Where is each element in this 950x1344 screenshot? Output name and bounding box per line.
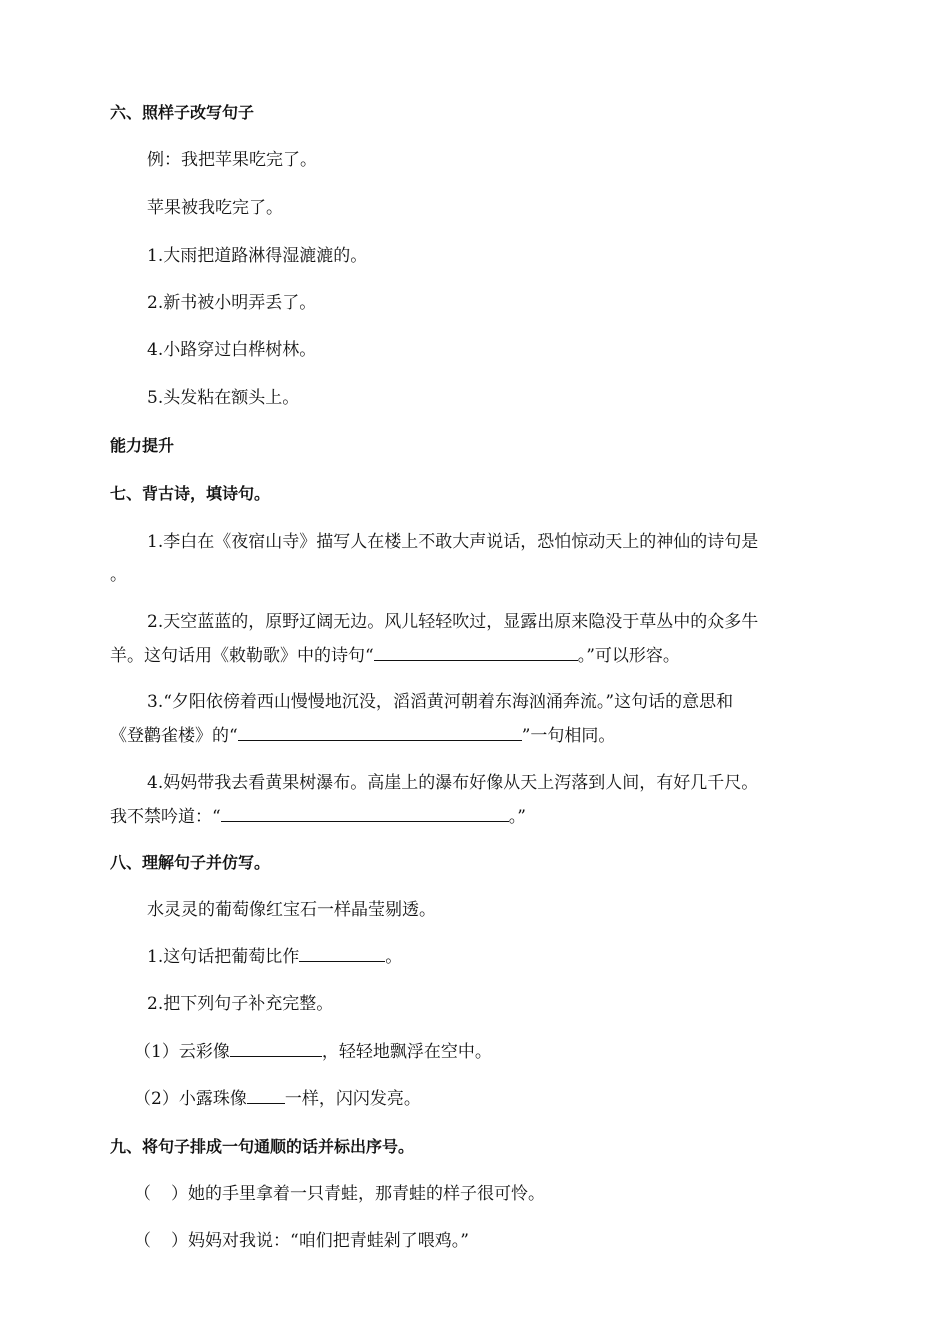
- paren-close: ）: [171, 1184, 188, 1204]
- simile-sub2: [134, 1087, 421, 1111]
- poem-q2-prefix: 羊。这句话用《敕勒歌》中的诗句“: [110, 646, 374, 666]
- simile-q1-suffix: 。: [385, 947, 403, 967]
- simile-q1-answer-blank[interactable]: [299, 945, 385, 962]
- poem-q2-answer-blank[interactable]: [374, 644, 578, 661]
- order-item: [134, 1182, 545, 1206]
- order-item: [134, 1229, 469, 1253]
- poem-q3-line1: 3.“夕阳依傍着西山慢慢地沉没，滔滔黄河朝着东海汹涌奔流。”这句话的意思和: [147, 692, 734, 712]
- simile-sub2-suffix: 一样，闪闪发亮。: [284, 1089, 421, 1109]
- simile-q1: [147, 945, 402, 969]
- rewrite-item-4: 4.小路穿过白桦树林。: [147, 340, 317, 360]
- poem-q4-line1: 4.妈妈带我去看黄果树瀑布。高崖上的瀑布好像从天上泻落到人间，有好几千尺。: [147, 773, 759, 793]
- ability-title: 能力提升: [110, 436, 175, 455]
- poem-q3-answer-blank[interactable]: [238, 724, 522, 741]
- poem-q1-line2: 。: [110, 565, 127, 585]
- rewrite-item-1: 1.大雨把道路淋得湿漉漉的。: [147, 246, 368, 266]
- rewrite-item-2: 2.新书被小明弄丢了。: [147, 293, 317, 313]
- poem-q3-prefix: 《登鹳雀楼》的“: [110, 726, 238, 746]
- poem-q2-line2: [110, 644, 680, 668]
- paren-open: （: [134, 1231, 151, 1251]
- simile-sub2-answer-blank[interactable]: [247, 1087, 285, 1104]
- section-6-title: 六、照样子改写句子: [110, 103, 255, 122]
- section-9-title: 九、将句子排成一句通顺的话并标出序号。: [110, 1137, 415, 1156]
- model-sentence: 水灵灵的葡萄像红宝石一样晶莹剔透。: [147, 900, 436, 920]
- poem-q3-line2: [110, 724, 615, 748]
- poem-q4-answer-blank[interactable]: [221, 805, 509, 822]
- simile-q2: 2.把下列句子补充完整。: [147, 994, 334, 1014]
- poem-q3-suffix: ”一句相同。: [521, 726, 616, 746]
- paren-close: ）: [171, 1231, 188, 1251]
- simile-sub2-prefix: （2）小露珠像: [134, 1089, 247, 1109]
- paren-open: （: [134, 1184, 151, 1204]
- poem-q4-prefix: 我不禁吟道：“: [110, 807, 221, 827]
- section-7-title: 七、背古诗，填诗句。: [110, 484, 271, 503]
- simile-sub1: [134, 1040, 492, 1064]
- order-item-text: 她的手里拿着一只青蛙，那青蛙的样子很可怜。: [188, 1184, 545, 1204]
- poem-q2-line1: 2.天空蓝蓝的，原野辽阔无边。风儿轻轻吹过，显露出原来隐没于草丛中的众多牛: [147, 612, 759, 632]
- simile-sub1-answer-blank[interactable]: [230, 1040, 322, 1057]
- poem-q2-suffix: 。”可以形容。: [577, 646, 680, 666]
- section-8-title: 八、理解句子并仿写。: [110, 853, 271, 872]
- order-item-text: 妈妈对我说：“咱们把青蛙剁了喂鸡。”: [188, 1231, 469, 1251]
- rewrite-item-5: 5.头发粘在额头上。: [147, 388, 300, 408]
- poem-q4-suffix: 。”: [508, 807, 526, 827]
- order-number-box[interactable]: [134, 1184, 188, 1204]
- simile-q1-prefix: 1.这句话把葡萄比作: [147, 947, 300, 967]
- example-answer: 苹果被我吃完了。: [147, 198, 283, 218]
- order-number-box[interactable]: [134, 1231, 188, 1251]
- poem-q4-line2: [110, 805, 526, 829]
- poem-q1-line1: 1.李白在《夜宿山寺》描写人在楼上不敢大声说话，恐怕惊动天上的神仙的诗句是: [147, 532, 759, 552]
- example-sentence: 例：我把苹果吃完了。: [147, 150, 317, 170]
- simile-sub1-prefix: （1）云彩像: [134, 1042, 230, 1062]
- simile-sub1-suffix: ，轻轻地飘浮在空中。: [321, 1042, 492, 1062]
